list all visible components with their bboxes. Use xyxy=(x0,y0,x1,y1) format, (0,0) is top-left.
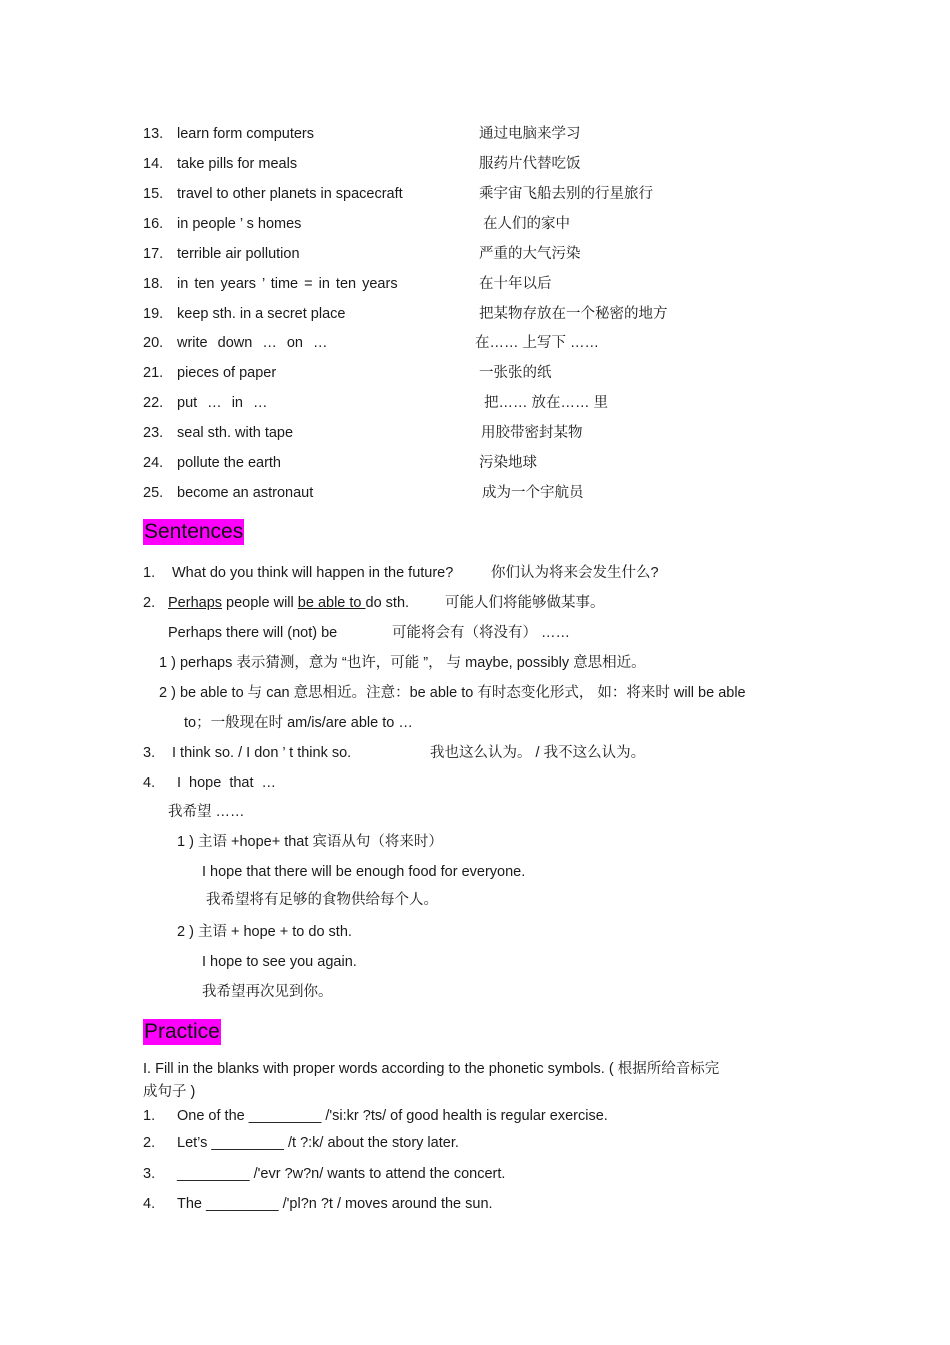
exercise-sentence: The _________ /'pl?n ?t / moves around the sun. xyxy=(177,1196,493,1212)
phrase-chinese: 乘宇宙飞船去别的行星旅行 xyxy=(479,186,653,202)
phrase-english: in ten years ’ time = in ten years xyxy=(177,276,398,292)
phrase-number: 23. xyxy=(143,425,164,441)
phrase-english: take pills for meals xyxy=(177,156,298,172)
phrase-chinese: 在十年以后 xyxy=(479,276,552,292)
sentence-chinese: 我希望 …… xyxy=(168,804,245,820)
sentence-number: 1. xyxy=(143,565,156,581)
phrase-chinese: 用胶带密封某物 xyxy=(481,425,583,441)
underlined-word: Perhaps xyxy=(168,595,223,611)
phrase-chinese: 在人们的家中 xyxy=(483,216,570,232)
grammar-note: 1 ) perhaps 表示猜测，意为 “也许，可能 ”， 与 maybe, possibly 意思相近。 xyxy=(159,655,646,671)
sentence-number: 3. xyxy=(143,745,156,761)
phrase-english: become an astronaut xyxy=(177,485,314,501)
section-heading-practice: Practice xyxy=(144,1020,220,1043)
practice-instruction-cont: 成句子 ) xyxy=(143,1084,196,1100)
sentence-english: Perhaps there will (not) be xyxy=(168,625,338,641)
exercise-number: 2. xyxy=(143,1135,156,1151)
phrase-chinese: 把…… 放在…… 里 xyxy=(484,395,609,411)
phrase-number: 22. xyxy=(143,395,164,411)
sentence-number: 2. xyxy=(143,595,156,611)
underlined-phrase: be able to xyxy=(297,595,366,611)
sentence-english: I hope that … xyxy=(177,775,277,791)
exercise-number: 3. xyxy=(143,1166,156,1182)
sentence-chinese: 你们认为将来会发生什么? xyxy=(491,565,659,581)
phrase-number: 25. xyxy=(143,485,164,501)
phrase-chinese: 服药片代替吃饭 xyxy=(479,156,581,172)
exercise-sentence: _________ /'evr ?w?n/ wants to attend the concert. xyxy=(177,1166,506,1182)
phrase-number: 13. xyxy=(143,126,164,142)
sentence-chinese: 可能将会有（将没有） …… xyxy=(392,625,571,641)
example-chinese: 我希望再次见到你。 xyxy=(202,984,333,1000)
phrase-chinese: 在…… 上写下 …… xyxy=(475,335,600,351)
sentence-chinese: 可能人们将能够做某事。 xyxy=(445,595,605,611)
example-chinese: 我希望将有足够的食物供给每个人。 xyxy=(206,892,438,908)
phrase-english: learn form computers xyxy=(177,126,314,142)
sentence-english: What do you think will happen in the future? xyxy=(172,565,454,581)
phrase-number: 24. xyxy=(143,455,164,471)
sentence-number: 4. xyxy=(143,775,156,791)
example-english: I hope that there will be enough food for everyone. xyxy=(202,864,526,880)
example-english: I hope to see you again. xyxy=(202,954,357,970)
sentence-chinese: 我也这么认为。 / 我不这么认为。 xyxy=(430,745,646,761)
phrase-english: seal sth. with tape xyxy=(177,425,294,441)
exercise-sentence: Let’s _________ /t ?:k/ about the story later. xyxy=(177,1135,459,1151)
section-heading-sentences: Sentences xyxy=(144,520,244,543)
sentence-english: Perhaps people will be able to do sth. xyxy=(168,595,410,611)
phrase-english: terrible air pollution xyxy=(177,246,300,262)
grammar-point: 2 ) 主语 + hope + to do sth. xyxy=(177,924,352,940)
phrase-number: 14. xyxy=(143,156,164,172)
phrase-english: write down … on … xyxy=(177,335,328,351)
phrase-chinese: 通过电脑来学习 xyxy=(479,126,581,142)
grammar-note: 2 ) be able to 与 can 意思相近。注意：be able to 有时态变化形式， 如：将来时 will be able xyxy=(159,685,746,701)
phrase-chinese: 一张张的纸 xyxy=(479,365,552,381)
phrase-number: 19. xyxy=(143,306,164,322)
phrase-number: 16. xyxy=(143,216,164,232)
phrase-number: 17. xyxy=(143,246,164,262)
phrase-english: pollute the earth xyxy=(177,455,281,471)
exercise-number: 1. xyxy=(143,1108,156,1124)
phrase-english: put … in … xyxy=(177,395,268,411)
phrase-english: keep sth. in a secret place xyxy=(177,306,346,322)
phrase-chinese: 严重的大气污染 xyxy=(479,246,581,262)
phrase-number: 15. xyxy=(143,186,164,202)
exercise-sentence: One of the _________ /'si:kr ?ts/ of good health is regular exercise. xyxy=(177,1108,608,1124)
phrase-english: pieces of paper xyxy=(177,365,277,381)
phrase-chinese: 把某物存放在一个秘密的地方 xyxy=(479,306,668,322)
phrase-chinese: 成为一个宇航员 xyxy=(482,485,584,501)
phrase-english: travel to other planets in spacecraft xyxy=(177,186,403,202)
phrase-english: in people ’ s homes xyxy=(177,216,302,232)
phrase-number: 18. xyxy=(143,276,164,292)
grammar-point: 1 ) 主语 +hope+ that 宾语从句（将来时） xyxy=(177,834,443,850)
grammar-note: to；一般现在时 am/is/are able to … xyxy=(184,715,413,731)
exercise-number: 4. xyxy=(143,1196,156,1212)
phrase-number: 20. xyxy=(143,335,164,351)
practice-instruction: I. Fill in the blanks with proper words according to the phonetic symbols. ( 根据所给音标完 xyxy=(143,1061,720,1077)
sentence-english: I think so. / I don ’ t think so. xyxy=(172,745,352,761)
phrase-chinese: 污染地球 xyxy=(479,455,537,471)
phrase-number: 21. xyxy=(143,365,164,381)
